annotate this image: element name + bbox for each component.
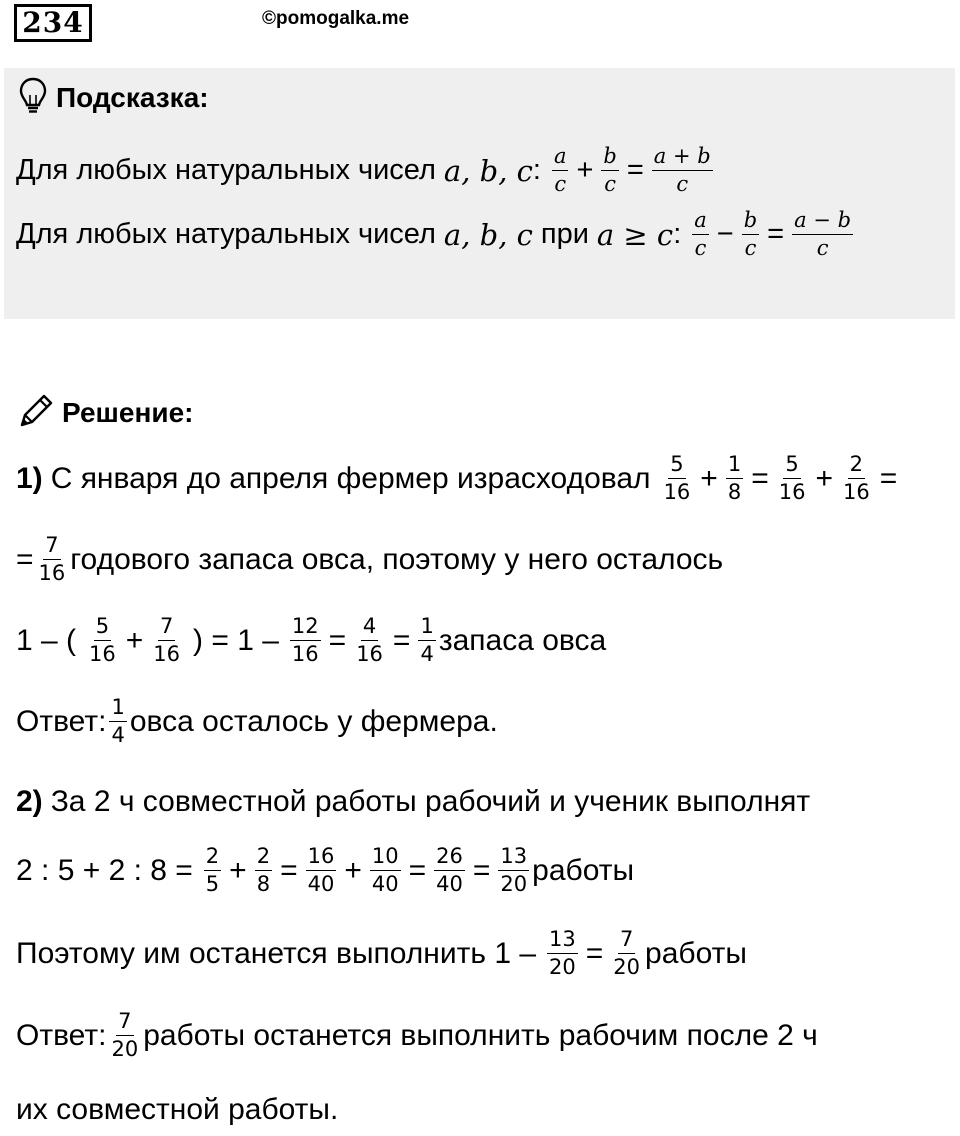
fraction: $\frac{b}{c}$ xyxy=(743,208,758,260)
hint-box xyxy=(4,68,955,319)
lightbulb-icon xyxy=(18,76,48,121)
fraction: $\frac{b}{c}$ xyxy=(603,144,617,196)
hint-header xyxy=(18,78,209,118)
p2-line-1: 2) За 2 ч совместной работы рабочий и ученик выполнят xyxy=(16,785,811,818)
solution-header xyxy=(16,392,193,434)
p2-line-2: 2 : 5 + 2 : 8 = $\frac{2}{5}$ + $\frac{2}{8}$ = $\frac{16}{40}$ + $\frac{10}{40}$ = $\frac{26}{40}$ = $\frac{13}{20}$ работы xyxy=(16,844,635,896)
task-number: 234 xyxy=(14,4,92,42)
p1-line-3: 1 – ( $\frac{5}{16}$ + $\frac{7}{16}$ ) = 1 – $\frac{12}{16}$ = $\frac{4}{16}$ = $\frac{1}{4}$ запаса овса xyxy=(16,614,607,666)
fraction: $\frac{1}{8}$ xyxy=(727,452,742,504)
fraction: $\frac{a - b}{c}$ xyxy=(794,208,852,260)
fraction: $\frac{12}{16}$ xyxy=(291,614,319,666)
copyright: ©pomogalka.me xyxy=(262,8,410,29)
fraction: $\frac{13}{20}$ xyxy=(549,927,576,979)
p2-answer: Ответ: $\frac{7}{20}$ работы останется выполнить рабочим после 2 ч xyxy=(16,1009,818,1061)
fraction: $\frac{10}{40}$ xyxy=(371,844,399,896)
fraction: $\frac{2}{8}$ xyxy=(256,844,271,896)
fraction: $\frac{7}{20}$ xyxy=(613,927,641,979)
hint-rule-2: Для любых натуральных чисел a, b, c при a ≥ c : $\frac{a}{c}$ − $\frac{b}{c}$ = $\frac{a - b}{c}$ xyxy=(16,208,852,260)
fraction: $\frac{5}{16}$ xyxy=(89,614,116,666)
pencil-icon xyxy=(16,391,56,436)
fraction: $\frac{a}{c}$ xyxy=(553,144,567,196)
fraction: $\frac{7}{16}$ xyxy=(153,614,181,666)
fraction: $\frac{5}{16}$ xyxy=(778,452,806,504)
p1-line-1: 1) С января до апреля фермер израсходовал $\frac{5}{16}$ + $\frac{1}{8}$ = $\frac{5}{16}$ + $\frac{2}{16}$ = xyxy=(16,452,898,504)
fraction: $\frac{a + b}{c}$ xyxy=(653,144,711,196)
p1-answer: Ответ: $\frac{1}{4}$ овса осталось у фермера. xyxy=(16,695,498,747)
fraction: $\frac{2}{5}$ xyxy=(205,844,220,896)
fraction: $\frac{1}{4}$ xyxy=(111,695,125,747)
fraction: $\frac{1}{4}$ xyxy=(420,614,434,666)
fraction: $\frac{5}{16}$ xyxy=(663,452,691,504)
fraction: $\frac{26}{40}$ xyxy=(436,844,463,896)
p2-answer-cont: их совместной работы. xyxy=(16,1093,339,1126)
fraction: $\frac{13}{20}$ xyxy=(500,844,528,896)
fraction: $\frac{16}{40}$ xyxy=(307,844,335,896)
hint-rule-1: Для любых натуральных чисел a, b, c : $\frac{a}{c}$ + $\frac{b}{c}$ = $\frac{a + b}{c}$ xyxy=(16,144,711,196)
hint-title: Подсказка: xyxy=(56,82,209,113)
fraction: $\frac{7}{16}$ xyxy=(38,533,66,585)
p2-line-3: Поэтому им останется выполнить 1 – $\frac{13}{20}$ = $\frac{7}{20}$ работы xyxy=(16,927,747,979)
fraction: $\frac{4}{16}$ xyxy=(356,614,383,666)
p1-line-2: = $\frac{7}{16}$ годового запаса овса, поэтому у него осталось xyxy=(16,533,724,585)
solution-title: Решение: xyxy=(62,397,194,428)
fraction: $\frac{2}{16}$ xyxy=(843,452,870,504)
fraction: $\frac{7}{20}$ xyxy=(111,1009,139,1061)
fraction: $\frac{a}{c}$ xyxy=(694,208,707,260)
